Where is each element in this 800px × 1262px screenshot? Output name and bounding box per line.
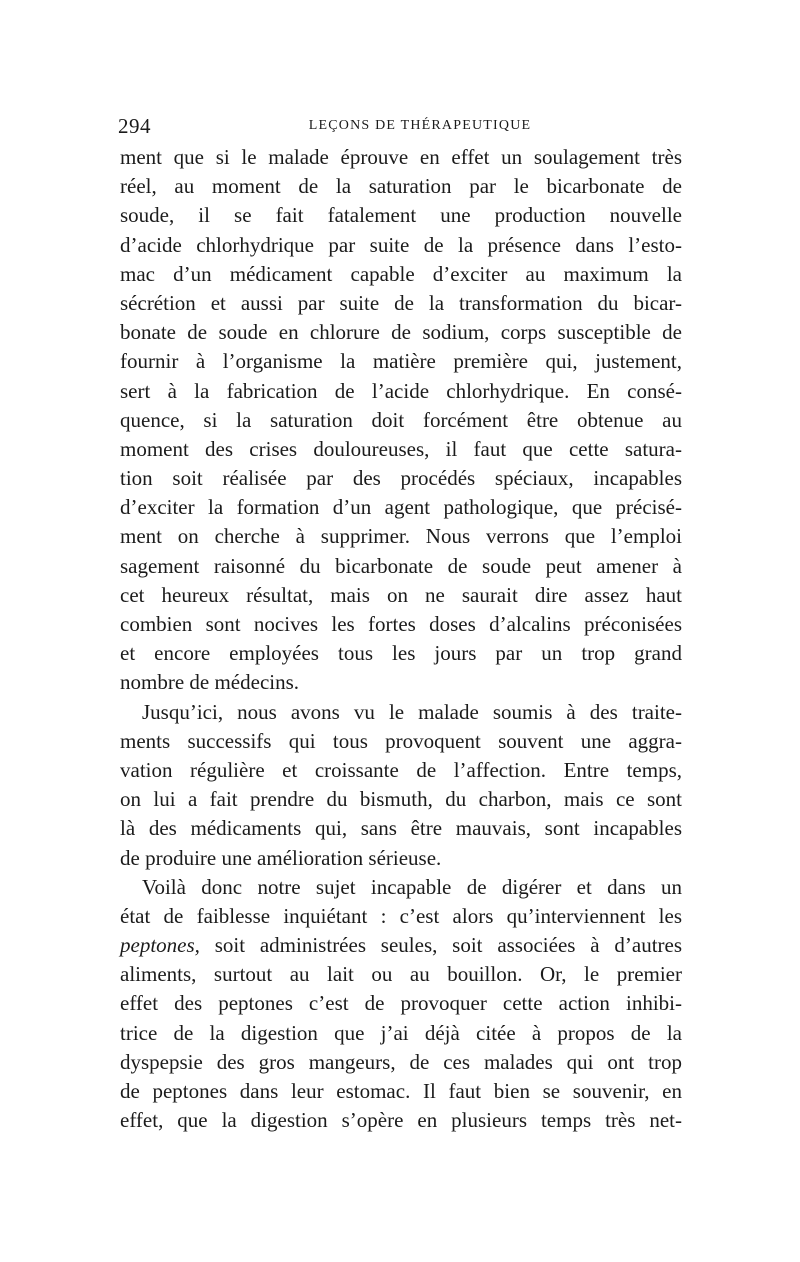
text-line: d’acide chlorhydrique par suite de la présence dans l’esto- — [120, 232, 682, 257]
text-line: ments successifs qui tous provoquent souvent une aggra- — [120, 728, 682, 753]
text-line: ment que si le malade éprouve en effet un soulagement très — [120, 145, 682, 169]
text-line: effet des peptones c’est de provoquer cette action inhibi- — [120, 991, 682, 1016]
paragraph-start-line: Jusqu’ici, nous avons vu le malade soumis à des traite- — [142, 699, 682, 724]
text-line: et encore employées tous les jours par un trop grand — [120, 641, 682, 666]
running-title: LEÇONS DE THÉRAPEUTIQUE — [308, 118, 532, 133]
italic-term: peptones, — [120, 933, 200, 958]
paragraph-end-line: nombre de médecins. — [120, 670, 300, 695]
page-number: 294 — [118, 114, 151, 138]
text-line: de peptones dans leur estomac. Il faut bien se souvenir, en — [120, 1079, 682, 1103]
text-line: état de faiblesse inquiétant : c’est alors qu’interviennent les — [120, 903, 682, 928]
running-head — [118, 114, 682, 138]
text-line: d’exciter la formation d’un agent pathologique, que précisé- — [120, 495, 682, 520]
text-line: mac d’un médicament capable d’exciter au maximum la — [120, 261, 682, 286]
text-line: aliments, surtout au lait ou au bouillon. Or, le premier — [120, 962, 682, 987]
text-line-rest: soit administrées seules, soit associées à d’autres — [214, 933, 683, 958]
text-line: effet, que la digestion s’opère en plusieurs temps très net- — [120, 1108, 682, 1133]
text-line: fournir à l’organisme la matière première qui, justement, — [120, 349, 682, 374]
text-line: là des médicaments qui, sans être mauvais, sont incapables — [120, 816, 682, 841]
text-line: réel, au moment de la saturation par le bicarbonate de — [120, 174, 682, 199]
text-line: bonate de soude en chlorure de sodium, corps susceptible de — [120, 320, 682, 345]
text-line: dyspepsie des gros mangeurs, de ces malades qui ont trop — [120, 1049, 682, 1074]
paragraph-end-line: de produire une amélioration sérieuse. — [120, 845, 442, 870]
text-line: trice de la digestion que j’ai déjà citée à propos de la — [120, 1020, 682, 1045]
text-line: sert à la fabrication de l’acide chlorhydrique. En consé- — [120, 378, 682, 403]
text-line: combien sont nocives les fortes doses d’alcalins préconisées — [120, 612, 682, 636]
text-line: cet heureux résultat, mais on ne saurait dire assez haut — [120, 582, 682, 607]
text-line-with-italic — [120, 931, 682, 960]
text-line: on lui a fait prendre du bismuth, du charbon, mais ce sont — [120, 787, 682, 812]
text-line: vation régulière et croissante de l’affection. Entre temps, — [120, 757, 682, 782]
text-line: ment on cherche à supprimer. Nous verrons que l’emploi — [120, 524, 682, 549]
text-line: sécrétion et aussi par suite de la transformation du bicar- — [120, 290, 682, 315]
text-line: soude, il se fait fatalement une production nouvelle — [120, 203, 682, 228]
text-line: moment des crises douloureuses, il faut que cette satura- — [120, 436, 682, 461]
text-line: sagement raisonné du bicarbonate de soude peut amener à — [120, 553, 682, 578]
body-text — [120, 143, 682, 1135]
text-line: tion soit réalisée par des procédés spéciaux, incapables — [120, 466, 682, 491]
text-line: quence, si la saturation doit forcément être obtenue au — [120, 407, 682, 432]
paragraph-start-line: Voilà donc notre sujet incapable de digérer et dans un — [142, 874, 682, 899]
